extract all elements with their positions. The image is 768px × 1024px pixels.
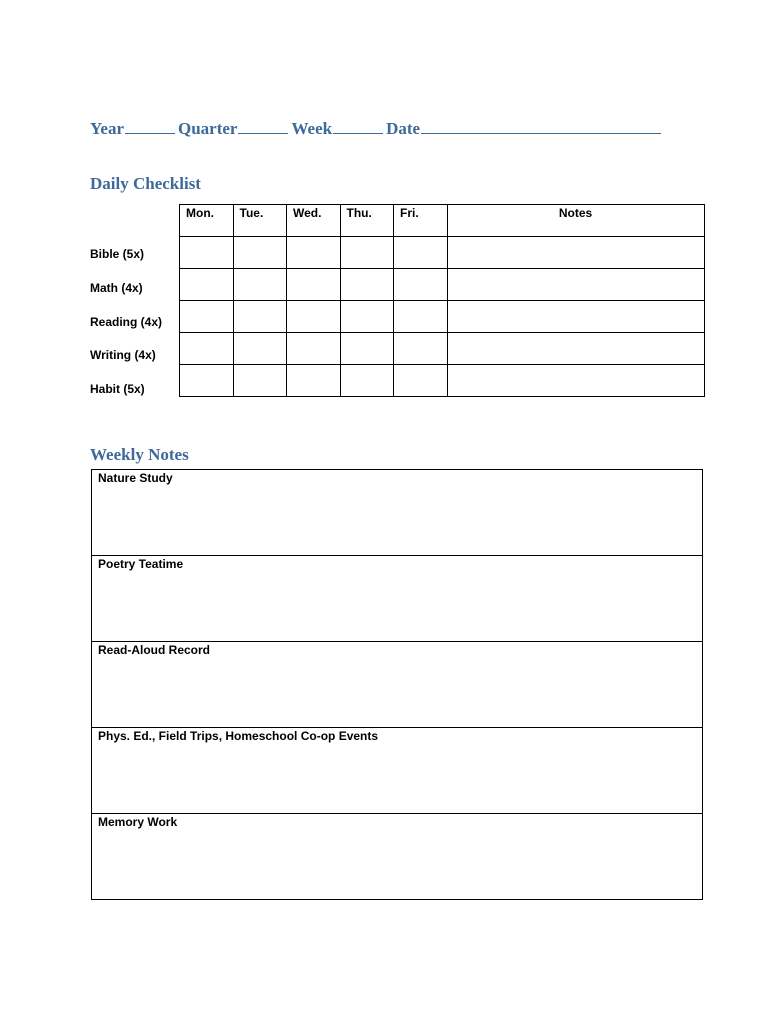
row-label-reading: Reading (4x)	[90, 314, 163, 329]
quarter-field[interactable]	[238, 119, 288, 134]
quarter-label: Quarter	[177, 119, 238, 138]
notes-cell[interactable]	[447, 301, 704, 333]
row-label-math: Math (4x)	[90, 280, 143, 295]
check-cell[interactable]	[287, 333, 341, 365]
check-cell[interactable]	[394, 365, 448, 397]
check-cell[interactable]	[340, 237, 394, 269]
col-header-notes: Notes	[447, 205, 704, 237]
section-label: Phys. Ed., Field Trips, Homeschool Co-op Events	[98, 729, 379, 743]
check-cell[interactable]	[180, 269, 234, 301]
check-cell[interactable]	[340, 333, 394, 365]
checklist-header-row	[180, 205, 705, 237]
weekly-section-memory-work[interactable]	[92, 814, 703, 900]
year-label: Year	[90, 119, 124, 138]
row-label-writing: Writing (4x)	[90, 348, 156, 363]
col-header-fri: Fri.	[394, 205, 448, 237]
checklist-row-bible	[180, 237, 705, 269]
header-fields	[90, 119, 664, 139]
weekly-section-poetry-teatime[interactable]	[92, 556, 703, 642]
notes-cell[interactable]	[447, 333, 704, 365]
daily-checklist-title: Daily Checklist	[90, 174, 201, 193]
col-header-thu: Thu.	[340, 205, 394, 237]
checklist-row-reading	[180, 301, 705, 333]
weekly-section-read-aloud[interactable]	[92, 642, 703, 728]
col-header-tue: Tue.	[233, 205, 287, 237]
col-header-wed: Wed.	[287, 205, 341, 237]
year-field[interactable]	[125, 119, 175, 134]
checklist-row-labels	[90, 236, 162, 405]
check-cell[interactable]	[180, 237, 234, 269]
col-header-mon: Mon.	[180, 205, 234, 237]
check-cell[interactable]	[233, 333, 287, 365]
check-cell[interactable]	[233, 237, 287, 269]
notes-cell[interactable]	[447, 269, 704, 301]
check-cell[interactable]	[233, 301, 287, 333]
check-cell[interactable]	[340, 301, 394, 333]
check-cell[interactable]	[394, 237, 448, 269]
row-label-bible: Bible (5x)	[90, 247, 145, 261]
notes-cell[interactable]	[447, 237, 704, 269]
weekly-notes-title: Weekly Notes	[90, 445, 189, 464]
weekly-section-nature-study[interactable]	[92, 470, 703, 556]
notes-cell[interactable]	[447, 365, 704, 397]
check-cell[interactable]	[233, 269, 287, 301]
date-label: Date	[386, 119, 421, 138]
daily-checklist-table	[179, 204, 705, 397]
section-label: Read-Aloud Record	[98, 643, 211, 657]
check-cell[interactable]	[180, 301, 234, 333]
section-label: Poetry Teatime	[98, 557, 184, 571]
check-cell[interactable]	[233, 365, 287, 397]
check-cell[interactable]	[340, 269, 394, 301]
row-label-habit: Habit (5x)	[90, 382, 145, 397]
check-cell[interactable]	[340, 365, 394, 397]
weekly-notes-table	[91, 469, 703, 900]
check-cell[interactable]	[287, 301, 341, 333]
weekly-section-phys-ed[interactable]	[92, 728, 703, 814]
week-field[interactable]	[333, 119, 383, 134]
check-cell[interactable]	[394, 269, 448, 301]
check-cell[interactable]	[287, 269, 341, 301]
check-cell[interactable]	[180, 365, 234, 397]
check-cell[interactable]	[287, 237, 341, 269]
check-cell[interactable]	[180, 333, 234, 365]
section-label: Nature Study	[98, 471, 173, 485]
check-cell[interactable]	[394, 301, 448, 333]
week-label: Week	[291, 119, 333, 138]
checklist-row-habit	[180, 365, 705, 397]
checklist-row-writing	[180, 333, 705, 365]
check-cell[interactable]	[287, 365, 341, 397]
check-cell[interactable]	[394, 333, 448, 365]
date-field[interactable]	[421, 119, 661, 134]
checklist-row-math	[180, 269, 705, 301]
section-label: Memory Work	[98, 815, 178, 829]
